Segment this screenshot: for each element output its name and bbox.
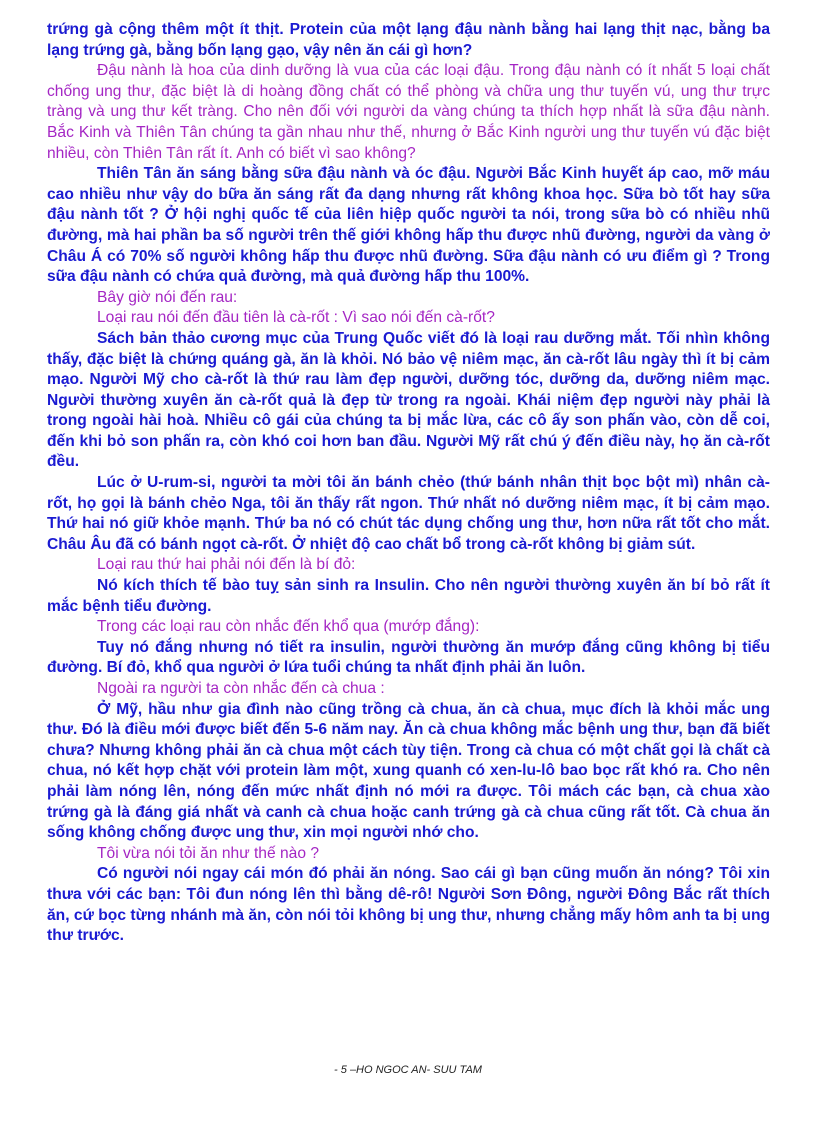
paragraph: Sách bản thảo cương mục của Trung Quốc viết đó là loại rau dưỡng mắt. Tối nhìn không thấy, đặc biệt là chứng quáng gà, ăn là khỏi. Nó bảo vệ niêm mạc, ăn cà-rốt lâu ngày thì ít bị cảm mạo. Người Mỹ cho cà-rốt là thứ rau làm đẹp người, dưỡng tóc, dưỡng da, dưỡng niêm mạc. Người thường xuyên ăn cà-rốt quả là đẹp từ trong ra ngoài. Khái niệm đẹp người này phải là trong ngoài hài hoà. Nhiều cô gái của chúng ta bị mắc lừa, các cô ấy son phấn vào, còn dễ coi, đến khi bỏ son phấn ra, còn khó coi hơn ban đầu. Người Mỹ rất chú ý đến điều này, họ ăn cà-rốt đều. bbox=[47, 329, 770, 471]
section-heading: Tôi vừa nói tỏi ăn như thế nào ? bbox=[97, 844, 320, 862]
section-heading: Bây giờ nói đến rau: bbox=[97, 288, 238, 306]
paragraph: trứng gà cộng thêm một ít thịt. Protein của một lạng đậu nành bằng hai lạng thịt nạc, bằng ba lạng trứng gà, bằng bốn lạng gạo, vậy nên ăn cái gì hơn? bbox=[47, 21, 770, 59]
paragraph: Nó kích thích tế bào tuỵ sản sinh ra Insulin. Cho nên người thường xuyên ăn bí bỏ rất ít mắc bệnh tiểu đường. bbox=[47, 577, 770, 615]
section-heading: Loại rau nói đến đầu tiên là cà-rốt : Vì sao nói đến cà-rốt? bbox=[97, 309, 495, 327]
paragraph: Lúc ở U-rum-si, người ta mời tôi ăn bánh chẻo (thứ bánh nhân thịt bọc bột mì) nhân cà-rốt, họ gọi là bánh chẻo Nga, tôi ăn thấy rất ngon. Thứ nhất nó dưỡng niêm mạc, ít bị cảm mạo. Thứ hai nó giữ khỏe mạnh. Thứ ba nó có chút tác dụng chống ung thư, hơn nữa rất tốt cho mắt. Châu Âu đã có bánh ngọt cà-rốt. Ở nhiệt độ cao chất bổ trong cà-rốt không bị giảm sút. bbox=[47, 474, 770, 553]
section-heading: Ngoài ra người ta còn nhắc đến cà chua : bbox=[97, 680, 385, 697]
paragraph: Tuy nó đắng nhưng nó tiết ra insulin, người thường ăn mướp đắng cũng không bị tiểu đường. Bí đỏ, khổ qua người ở lứa tuổi chúng ta nhất định phải ăn luôn. bbox=[47, 638, 770, 677]
section-heading: Loại rau thứ hai phải nói đến là bí đỏ: bbox=[97, 556, 356, 574]
document-body bbox=[47, 20, 770, 947]
paragraph: Ở Mỹ, hầu như gia đình nào cũng trồng cà chua, ăn cà chua, mục đích là khỏi mắc ung thư. Đó là điều mới được biết đến 5-6 năm nay. Ăn cà chua không mắc bệnh ung thư, bạn đã biết chưa? Nhưng không phải ăn cà chua một cách tùy tiện. Trong cà chua có một chất gọi là chất cà chua, nó kết hợp chặt với protein làm một, xung quanh có xen-lu-lô bao bọc rất khó ra. Cho nên phải làm nóng lên, nóng đến mức nhất định nó mới ra được. Tôi mách các bạn, cà chua xào trứng gà là đáng giá nhất và canh cà chua hoặc canh trứng gà cà chua cũng rất tốt. Cà chua ăn sống không chống được ung thư, xin mọi người nhớ cho. bbox=[47, 700, 770, 842]
page-footer: - 5 –HO NGOC AN- SUU TAM bbox=[334, 1064, 482, 1076]
paragraph: Đậu nành là hoa của dinh dưỡng là vua của các loại đậu. Trong đậu nành có ít nhất 5 loại chất chống ung thư, đặc biệt là di hoàng đồng chất có thể phòng và chữa ung thư tuyến vú, ung thư trực tràng và ung thư kết tràng. Cho nên đối với người da vàng chúng ta thích hợp nhất là sữa đậu nành. Bắc Kinh và Thiên Tân chúng ta gần nhau như thế, nhưng ở Bắc Kinh người ung thư tuyến vú đặc biệt nhiều, còn Thiên Tân rất ít. Anh có biết vì sao không? bbox=[47, 62, 770, 162]
paragraph: Thiên Tân ăn sáng bằng sữa đậu nành và óc đậu. Người Bắc Kinh huyết áp cao, mỡ máu cao nhiều như vậy do bữa ăn sáng rất đa dạng nhưng rất không khoa học. Sữa bò tốt hay sữa đậu nành tốt ? Ở hội nghị quốc tế của liên hiệp quốc người ta nói, trong sữa bò có nhiều nhũ đường, mà hai phần ba số người trên thế giới không hấp thu được nhũ đường, người da vàng ở Châu Á có 70% số người không hấp thu được nhũ đường. Sữa đậu nành có ưu điểm gì ? Trong sữa đậu nành có chứa quả đường, mà quả đường hấp thu 100%. bbox=[47, 165, 770, 286]
section-heading: Trong các loại rau còn nhắc đến khổ qua (mướp đắng): bbox=[97, 618, 480, 636]
paragraph: Có người nói ngay cái món đó phải ăn nóng. Sao cái gì bạn cũng muốn ăn nóng? Tôi xin thưa với các bạn: Tôi đun nóng lên thì bằng dê-rô! Người Sơn Đông, người Đông Bắc rất thích ăn, cứ bọc từng nhánh mà ăn, còn nói tỏi không bị ung thư, nhưng chẳng mấy hôm anh ta bị ung thư trước. bbox=[47, 865, 770, 945]
